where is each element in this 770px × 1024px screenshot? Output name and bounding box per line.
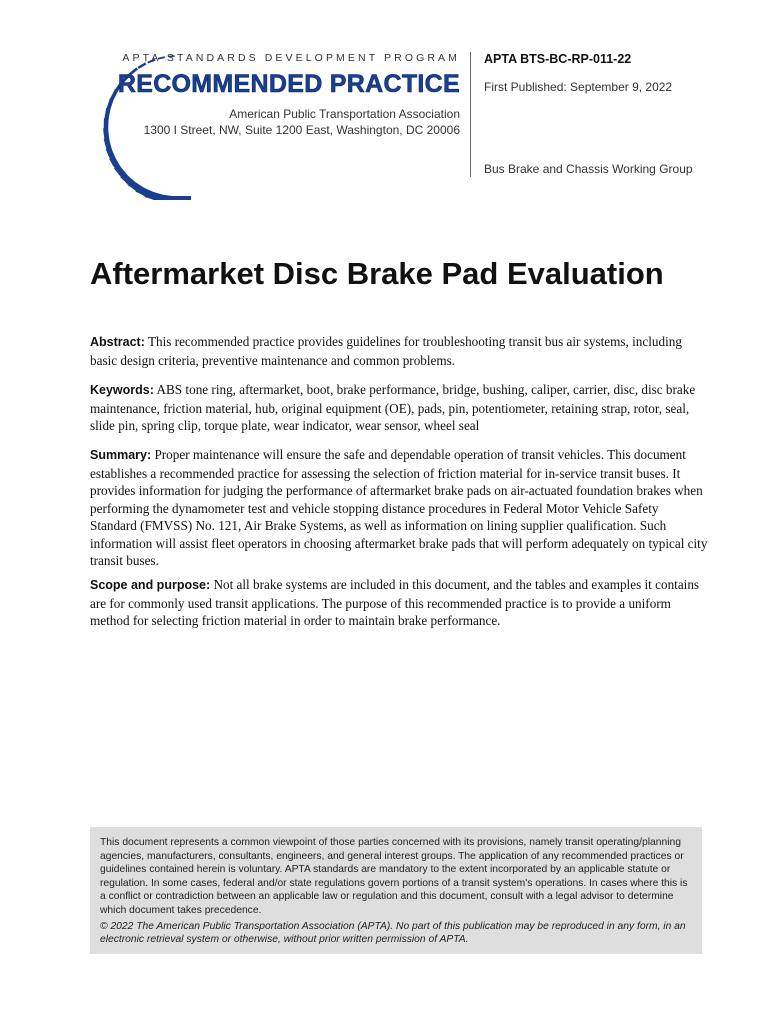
logo-arc-bar <box>165 196 191 200</box>
document-number: APTA BTS-BC-RP-011-22 <box>484 52 632 66</box>
keywords-section <box>90 381 708 435</box>
keywords-label: Keywords: <box>90 383 154 397</box>
summary-label: Summary: <box>90 448 152 462</box>
document-type: RECOMMENDED PRACTICE <box>117 70 460 98</box>
scope-section <box>90 576 708 630</box>
scope-text: Not all brake systems are included in this document, and the tables and examples it contains are for commonly used transit applications. The purpose of this recommended practice is to provide a uniform method for selecting friction material in order to maintain brake performance. <box>90 577 700 628</box>
program-name: APTA STANDARDS DEVELOPMENT PROGRAM <box>122 52 460 64</box>
header-left <box>100 52 460 138</box>
scope-label: Scope and purpose: <box>90 578 211 592</box>
notice-box <box>90 827 702 954</box>
summary-section <box>90 446 708 570</box>
header-right <box>484 52 672 94</box>
notice-text: This document represents a common viewpoint of those parties concerned with its provisions, namely transit operating/planning agencies, manufacturers, consultants, engineers, and general interest groups. The application of any recommended practices or guidelines contained herein is voluntary. APTA standards are mandatory to the extent incorporated by an applicable statute or regulation. In some cases, federal and/or state regulations govern portions of a transit system's operations. In cases where this is a conflict or contradiction between an applicable law or regulation and this document, consult with a legal advisor to determine which document takes precedence. <box>100 837 688 916</box>
abstract-text: This recommended practice provides guidelines for troubleshooting transit bus air systems, including basic design criteria, preventive maintenance and common problems. <box>90 334 682 368</box>
copyright-text: © 2022 The American Public Transportation Association (APTA). No part of this publication may be reproduced in any form, in an electronic retrieval system or otherwise, without prior written permission of APTA. <box>100 920 686 946</box>
working-group: Bus Brake and Chassis Working Group <box>484 162 693 176</box>
page-title: Aftermarket Disc Brake Pad Evaluation <box>90 256 664 291</box>
abstract-section <box>90 333 708 369</box>
abstract-label: Abstract: <box>90 335 145 349</box>
organization <box>100 106 460 138</box>
first-published: First Published: September 9, 2022 <box>484 80 673 94</box>
keywords-text: ABS tone ring, aftermarket, boot, brake performance, bridge, bushing, caliper, carrier, disc, disc brake maintenance, friction material, hub, original equipment (OE), pads, pin, potentiometer, retaining strap, rotor, seal, slide pin, spring clip, torque plate, wear indicator, wear sensor, wheel seal <box>90 382 696 433</box>
organization-address: 1300 I Street, NW, Suite 1200 East, Washington, DC 20006 <box>143 123 460 137</box>
header-divider <box>470 52 471 177</box>
summary-text: Proper maintenance will ensure the safe and dependable operation of transit vehicles. This document establishes a recommended practice for assessing the selection of friction material for in-service transit buses. It provides information for judging the performance of aftermarket brake pads on air-actuated foundation brakes when performing the dynamometer test and vehicle stopping distance procedures in Federal Motor Vehicle Safety Standard (FMVSS) No. 121, Air Brake Systems, as well as information on lining supplier qualification. Such information will assist fleet operators in choosing aftermarket brake pads that will perform adequately on typical city transit buses. <box>90 447 708 568</box>
organization-name: American Public Transportation Association <box>229 107 460 121</box>
